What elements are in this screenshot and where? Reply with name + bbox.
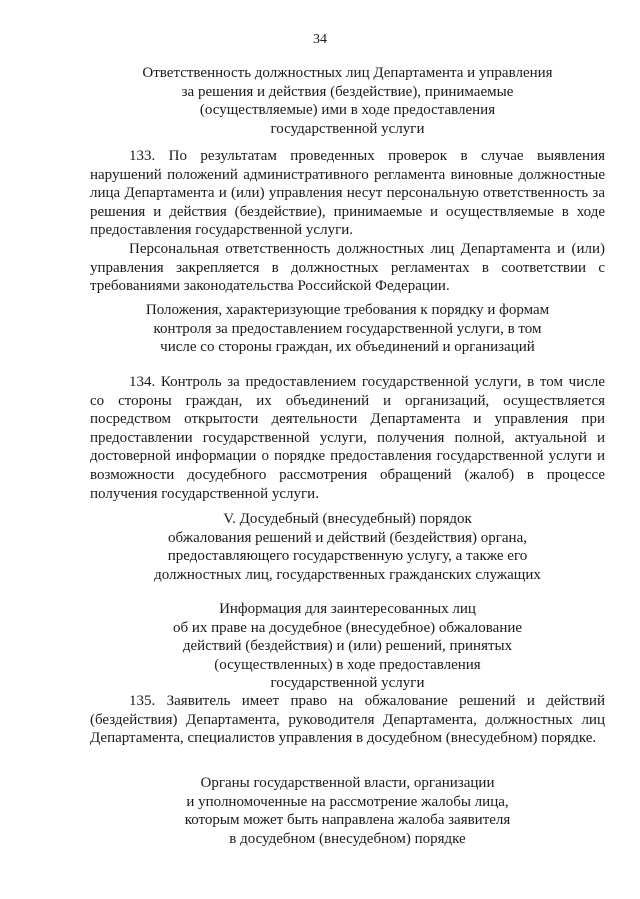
heading-line: предоставляющего государственную услугу, а также его (167, 548, 528, 565)
heading-line: числе со стороны граждан, их объединений и организаций (160, 339, 535, 356)
heading-line: Информация для заинтересованных лиц (219, 601, 476, 617)
heading-line: Положения, характеризующие требования к порядку и формам (145, 302, 550, 318)
paragraph-133: 133. По результатам проведенных проверок в случае выявления нарушений положений административного регламента виновные должностные лица Департамента и (или) управления несут персональную ответственность за решения и действия (бездействие), принимаемые и осуществляемые в ходе предоставления государственной услуги. (90, 148, 605, 239)
paragraph-135: 135. Заявитель имеет право на обжалование решений и действий (бездействия) Департамента, руководителя Департамента, должностных лиц Департамента, специалистов управления в досудебном (внесудебном) порядке. (90, 693, 605, 747)
page-number: 34 (313, 32, 327, 47)
heading-line: (осуществляемые) ими в ходе предоставления (199, 102, 496, 119)
heading-line: V. Досудебный (внесудебный) порядок (223, 511, 472, 527)
heading-line: Органы государственной власти, организации (200, 775, 495, 791)
heading-line: которым может быть направлена жалоба заявителя (184, 812, 511, 829)
paragraph-134: 134. Контроль за предоставлением государственной услуги, в том числе со стороны граждан, их объединений и организаций, осуществляется посредством открытости деятельности Департамента и управления при предоставлении государственной услуги, получения полной, актуальной и достоверной информации о порядке предоставления государственной услуги и возможности досудебного рассмотрения обращений (жалоб) в процессе получения государственной услуги. (90, 374, 605, 502)
heading-line: государственной услуги (270, 675, 425, 692)
heading-line: и уполномоченные на рассмотрение жалобы лица, (186, 793, 509, 810)
heading-section-v (90, 510, 605, 584)
heading-organs (90, 774, 605, 848)
heading-line: действий (бездействия) и (или) решений, принятых (182, 638, 513, 655)
heading-info (90, 600, 605, 693)
heading-line: (осуществленных) в ходе предоставления (214, 656, 481, 673)
control-paragraphs (90, 373, 605, 503)
heading-line: контроля за предоставлением государственной услуги, в том (153, 320, 542, 337)
heading-line: государственной услуги (270, 120, 425, 137)
heading-line: об их праве на досудебное (внесудебное) обжалование (172, 619, 523, 636)
heading-responsibility (90, 64, 605, 138)
heading-line: в досудебном (внесудебном) порядке (229, 830, 466, 847)
info-paragraphs (90, 692, 605, 748)
heading-line: должностных лиц, государственных гражданских служащих (154, 566, 541, 583)
heading-line: за решения и действия (бездействие), принимаемые (181, 83, 514, 100)
responsibility-paragraphs (90, 147, 605, 296)
heading-line: обжалования решений и действий (бездействия) органа, (168, 529, 527, 546)
heading-control (90, 301, 605, 357)
paragraph-personal-responsibility: Персональная ответственность должностных лиц Департамента и (или) управления закрепляется в должностных регламентах в соответствии с требованиями законодательства Российской Федерации. (90, 240, 605, 295)
heading-line: Ответственность должностных лиц Департамента и управления (142, 65, 553, 81)
